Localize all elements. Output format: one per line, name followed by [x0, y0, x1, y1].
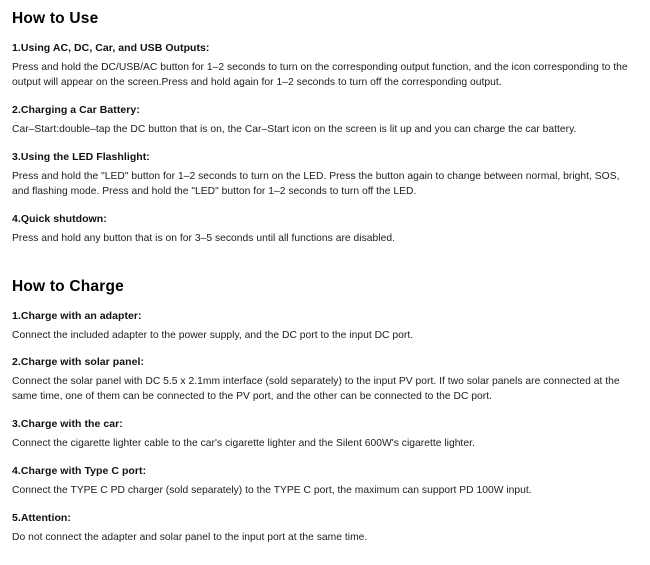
instruction-body: Press and hold the "LED" button for 1–2 seconds to turn on the LED. Press the button again to change between normal, bright, SOS, and flashing mode. Press and hold the "LED" button for 1–2 seconds to turn off the LED. — [12, 170, 620, 197]
instruction-body: Press and hold any button that is on for 3–5 seconds until all functions are disabled. — [12, 232, 395, 244]
instruction-heading: 4.Charge with Type C port: — [12, 465, 147, 478]
instruction-item — [12, 213, 638, 247]
section-title-how-to-charge: How to Charge — [12, 277, 124, 295]
instruction-body: Connect the included adapter to the power supply, and the DC port to the input DC port. — [12, 329, 414, 341]
instruction-heading: 2.Charging a Car Battery: — [12, 103, 140, 116]
instruction-item — [12, 310, 638, 344]
instruction-body: Car–Start:double–tap the DC button that is on, the Car–Start icon on the screen is lit up and you can charge the car battery. — [12, 123, 577, 135]
instruction-item — [12, 151, 638, 200]
instruction-item — [12, 42, 638, 91]
instruction-item — [12, 418, 638, 452]
instruction-item — [12, 104, 638, 138]
instruction-heading: 2.Charge with solar panel: — [12, 356, 144, 369]
instruction-body: Press and hold the DC/USB/AC button for 1–2 seconds to turn on the corresponding output function, and the icon corresponding to the output will appear on the screen.Press and hold again for 1–2 seconds to turn off the corresponding output. — [12, 62, 628, 88]
instruction-heading: 1.Using AC, DC, Car, and USB Outputs: — [12, 42, 210, 54]
instruction-heading: 3.Charge with the car: — [12, 418, 123, 431]
section-how-to-use — [12, 10, 638, 247]
section-spacer — [12, 260, 638, 278]
instruction-body: Connect the TYPE C PD charger (sold separately) to the TYPE C port, the maximum can support PD 100W input. — [12, 485, 532, 497]
instruction-body: Connect the solar panel with DC 5.5 x 2.1mm interface (sold separately) to the input PV port. If two solar panels are connected at the same time, one of them can be connected to the PV port, and the other can be connected to the DC port. — [12, 376, 620, 403]
instruction-heading: 4.Quick shutdown: — [12, 212, 107, 225]
instruction-item — [12, 465, 638, 499]
section-how-to-charge — [12, 278, 638, 547]
instruction-item — [12, 512, 638, 546]
instruction-body: Do not connect the adapter and solar panel to the input port at the same time. — [12, 532, 368, 544]
instruction-heading: 1.Charge with an adapter: — [12, 309, 142, 322]
instruction-heading: 3.Using the LED Flashlight: — [12, 150, 150, 163]
instruction-heading: 5.Attention: — [12, 512, 71, 525]
instruction-body: Connect the cigarette lighter cable to the car's cigarette lighter and the Silent 600W's cigarette lighter. — [12, 438, 475, 450]
section-title-how-to-use: How to Use — [12, 10, 99, 27]
instruction-item — [12, 356, 638, 405]
